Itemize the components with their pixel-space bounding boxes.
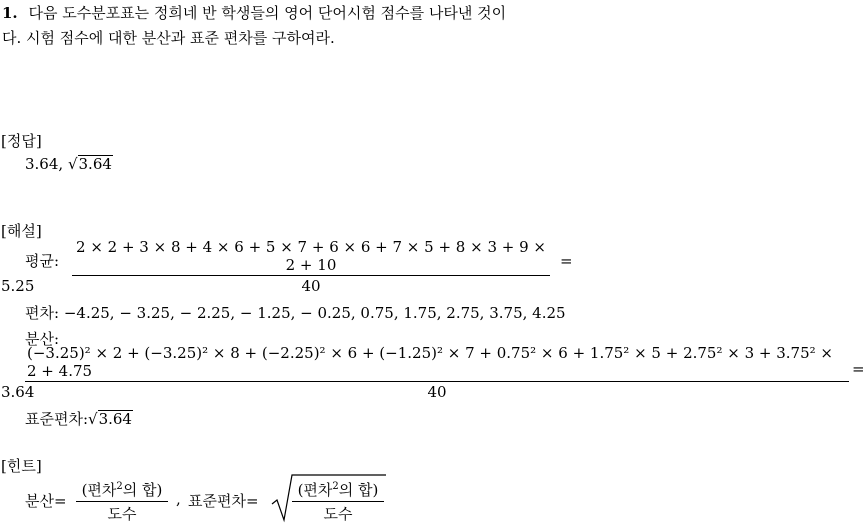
fraction-bar [25, 381, 849, 382]
hint-separator: , [176, 490, 181, 508]
variance-fraction [25, 344, 849, 401]
fraction-bar [76, 501, 168, 502]
explanation-heading: [해설] [1, 222, 42, 240]
hint-num-suffix: 의 합) [122, 481, 163, 499]
hint-variance-denominator: 도수 [107, 505, 137, 523]
answer-sqrt-radicand: 3.64 [78, 155, 112, 173]
stddev-sqrt-radicand: 3.64 [98, 410, 132, 428]
problem-line-1 [2, 2, 506, 23]
stddev-row [25, 408, 133, 429]
deviation-row [25, 302, 566, 323]
answer-heading: [정답] [1, 132, 42, 150]
deviation-values: −4.25, − 3.25, − 2.25, − 1.25, − 0.25, 0.75, 1.75, 2.75, 3.75, 4.25 [63, 304, 566, 322]
variance-numerator [25, 344, 849, 380]
hint-heading: [힌트] [1, 457, 42, 475]
mean-numerator: 2 × 2 + 3 × 8 + 4 × 6 + 5 × 7 + 6 × 6 + 7 × 5 + 8 × 3 + 9 × 2 + 10 [76, 238, 546, 274]
hint-variance-label: 분산= [25, 492, 67, 510]
problem-text-1: 다음 도수분포표는 정희네 반 학생들의 영어 단어시험 점수를 나타낸 것이 [28, 4, 507, 22]
answer-value [25, 155, 113, 173]
mean-result: 5.25 [1, 277, 35, 295]
hint-stddev-fraction [292, 479, 384, 524]
problem-number: 1. [2, 4, 18, 22]
variance-label: 분산: [25, 330, 60, 348]
mean-fraction [72, 238, 550, 295]
hint-num-prefix: (편차 [81, 481, 117, 499]
fraction-bar [292, 501, 384, 502]
stddev-label: 표준편차: [25, 410, 89, 428]
stddev-sqrt: √3.64 [88, 410, 132, 428]
hint-stddev-label: 표준편차= [188, 492, 259, 510]
answer-number: 3.64, [25, 155, 64, 173]
hint-num-prefix: (편차 [297, 481, 333, 499]
hint-num-suffix: 의 합) [338, 481, 379, 499]
mean-equals: = [560, 252, 573, 270]
hint-stddev-numerator [292, 479, 384, 500]
variance-result: 3.64 [1, 383, 35, 401]
hint-num-sup: 2 [116, 481, 123, 492]
mean-label: 평균: [25, 252, 60, 270]
problem-text-2: 다. 시험 점수에 대한 분산과 표준 편차를 구하여라. [2, 29, 335, 47]
hint-variance-numerator [76, 479, 168, 500]
deviation-label: 편차: [25, 304, 60, 322]
hint-variance-fraction [76, 479, 168, 524]
answer-sqrt: √3.64 [67, 155, 112, 173]
mean-denominator: 40 [301, 277, 321, 295]
variance-equals: = [852, 360, 865, 378]
variance-numerator-text: (−3.25)² × 2 + (−3.25)² × 8 + (−2.25)² × 6 + (−1.25)² × 7 + 0.75² × 6 + 1.75² × 5 + 2.75² × 3 + 3.75² × 2 + 4.75 [27, 344, 833, 380]
hint-stddev-denominator: 도수 [323, 505, 353, 523]
hint-num-sup: 2 [332, 481, 339, 492]
variance-denominator: 40 [427, 383, 447, 401]
fraction-bar [72, 275, 550, 276]
